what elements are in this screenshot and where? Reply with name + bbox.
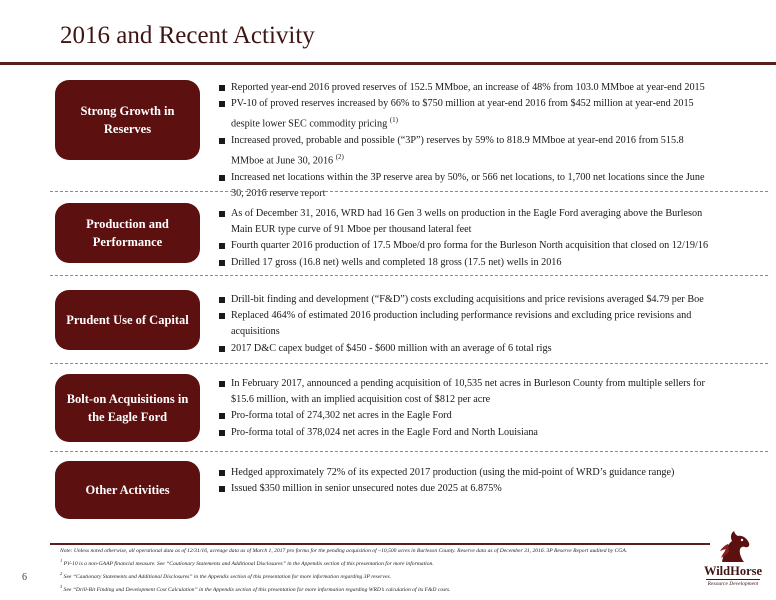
bullet-item: 2017 D&C capex budget of $450 - $600 million with an average of 6 total rigs (218, 341, 713, 357)
bullet-square-icon (219, 243, 225, 249)
footnote-note: Note: Unless noted otherwise, all operational data as of 12/31/16, acreage data as of March 1, 2017 pro forma for the pending acquisition of ~10,500 acres in Burleson County. Reserve data as of December 31, 2016. 3P Reserve Report audited by CGA. (60, 548, 628, 554)
bullet-square-icon (219, 297, 225, 303)
bullet-item: Pro-forma total of 274,302 net acres in the Eagle Ford (218, 408, 713, 424)
section-divider (50, 191, 768, 192)
section-bullets-other-activities (218, 465, 713, 497)
bullet-square-icon (219, 138, 225, 144)
logo-wordmark: WildHorse (703, 564, 763, 578)
bullet-square-icon (219, 211, 225, 217)
section-label-prudent-capital: Prudent Use of Capital (55, 290, 200, 350)
bullet-square-icon (219, 85, 225, 91)
title-rule (0, 62, 776, 65)
bullet-item: Increased proved, probable and possible (“3P”) reserves by 59% to 818.9 MMboe at year-end 2016 from 515.8 MMboe at June 30, 2016 $^{(2)}$ (218, 133, 713, 170)
bullet-item: Pro-forma total of 378,024 net acres in the Eagle Ford and North Louisiana (218, 425, 713, 441)
bullet-item: Hedged approximately 72% of its expected 2017 production (using the mid-point of WRD’s guidance range) (218, 465, 713, 481)
bullet-item: Drilled 17 gross (16.8 net) wells and completed 18 gross (17.5 net) wells in 2016 (218, 255, 713, 271)
bullet-square-icon (219, 430, 225, 436)
section-divider (50, 363, 768, 364)
section-bullets-strong-growth (218, 80, 713, 202)
horse-head-icon (714, 528, 754, 564)
page-number: 6 (22, 572, 27, 583)
bullet-item: PV-10 of proved reserves increased by 66% to $750 million at year-end 2016 from $452 million at year-end 2015 despite lower SEC commodity pricing $^{(1)}$ (218, 96, 713, 133)
logo-tagline: Resource Development (707, 581, 759, 587)
section-divider (50, 275, 768, 276)
bullet-square-icon (219, 486, 225, 492)
bullet-square-icon (219, 413, 225, 419)
footnote-item: $^2$ See “Cautionary Statements and Additional Disclosures” in the Appendix section of this presentation for more information regarding 3P reserves. (60, 570, 392, 580)
bullet-square-icon (219, 260, 225, 266)
bullet-item: In February 2017, announced a pending acquisition of 10,535 net acres in Burleson County from multiple sellers for $15.6 million, with an implied acquisition cost of $812 per acre (218, 376, 713, 408)
footnotes (60, 547, 700, 595)
wildhorse-logo (696, 528, 770, 588)
bullet-square-icon (219, 470, 225, 476)
bullet-item: Drill-bit finding and development (“F&D”) costs excluding acquisitions and price revisions averaged $4.79 per Boe (218, 292, 713, 308)
section-label-production: Production and Performance (55, 203, 200, 263)
bullet-square-icon (219, 175, 225, 181)
footnote-item: $^3$ See “Drill-Bit Finding and Development Cost Calculation” in the Appendix section of this presentation for more information regarding WRD’s calculation of its F&D costs. (60, 583, 451, 593)
section-label-other-activities: Other Activities (55, 461, 200, 519)
bullet-item: Issued $350 million in senior unsecured notes due 2025 at 6.875% (218, 481, 713, 497)
bullet-item: Reported year-end 2016 proved reserves of 152.5 MMboe, an increase of 48% from 103.0 MMboe at year-end 2015 (218, 80, 713, 96)
section-bullets-bolt-on (218, 376, 713, 441)
bullet-square-icon (219, 101, 225, 107)
section-bullets-prudent-capital (218, 292, 713, 357)
page-title: 2016 and Recent Activity (60, 22, 315, 49)
footer-rule (50, 543, 710, 545)
bullet-item: Increased net locations within the 3P reserve area by 50%, or 566 net locations, to 1,700 net locations since the June 30, 2016 reserve report (218, 170, 713, 202)
bullet-item: Fourth quarter 2016 production of 17.5 Mboe/d pro forma for the Burleson North acquisition that closed on 12/19/16 (218, 238, 713, 254)
section-label-strong-growth: Strong Growth in Reserves (55, 80, 200, 160)
section-label-bolt-on: Bolt-on Acquisitions in the Eagle Ford (55, 374, 200, 442)
bullet-square-icon (219, 381, 225, 387)
section-divider (50, 451, 768, 452)
bullet-item: As of December 31, 2016, WRD had 16 Gen 3 wells on production in the Eagle Ford averaging above the Burleson Main EUR type curve of 91 Mboe per thousand lateral feet (218, 206, 713, 238)
section-bullets-production (218, 206, 713, 271)
bullet-item: Replaced 464% of estimated 2016 production including performance revisions and excluding price revisions and acquisitions (218, 308, 713, 340)
bullet-square-icon (219, 346, 225, 352)
footnote-ref: (1) (389, 116, 398, 125)
footnote-item: $^1$ PV-10 is a non-GAAP financial measure. See “Cautionary Statements and Additional Disclosures” in the Appendix section of this presentation for more information. (60, 558, 434, 567)
footnote-ref: (2) (335, 153, 344, 162)
bullet-square-icon (219, 313, 225, 319)
